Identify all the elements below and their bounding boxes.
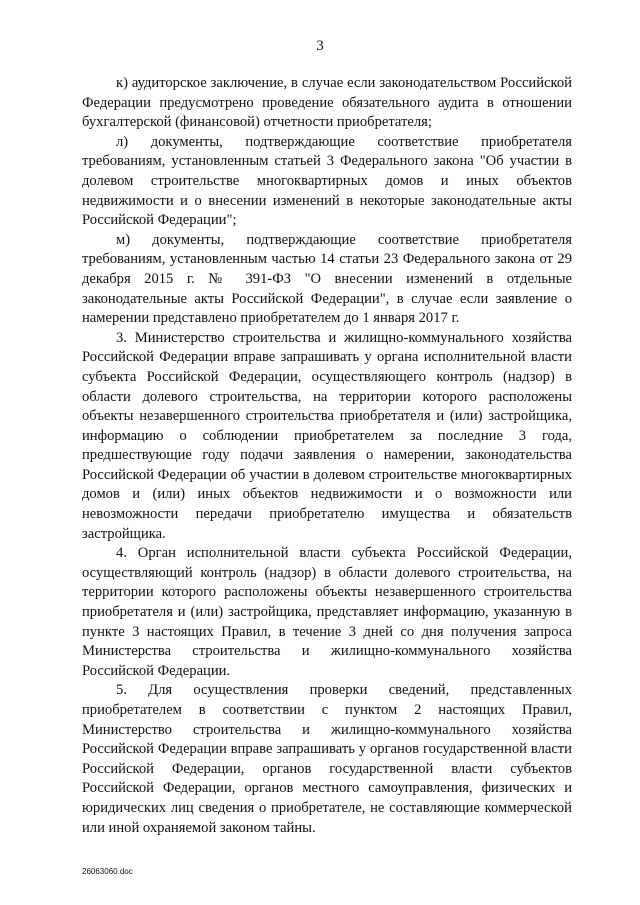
page-number: 3: [316, 38, 324, 54]
document-body: [82, 74, 572, 838]
paragraph-k: к) аудиторское заключение, в случае если законодательством Российской Федерации предусмотрено проведение обязательного аудита в отношении бухгалтерской (финансовой) отчетности приобретателя;: [82, 75, 572, 131]
paragraph-l: л) документы, подтверждающие соответствие приобретателя требованиям, установленным статьей 3 Федерального закона "Об участии в долевом строительстве многоквартирных домов и иных объектов недвижимости и о внесении изменений в некоторые законодательные акты Российской Федерации";: [82, 133, 572, 229]
paragraph-3: 3. Министерство строительства и жилищно-коммунального хозяйства Российской Федерации вправе запрашивать у органа исполнительной власти субъекта Российской Федерации, осуществляющего контроль (надзор) в области долевого строительства, на территории которого расположены объекты незавершенного строительства приобретателя и (или) застройщика, информацию о соблюдении приобретателем за последние 3 года, предшествующие году подачи заявления о намерении, законодательства Российской Федерации об участии в долевом строительстве многоквартирных домов и (или) иных объектов недвижимости и о возможности или невозможности передачи приобретателю имущества и обязательств застройщика.: [82, 329, 572, 542]
paragraph-5: 5. Для осуществления проверки сведений, представленных приобретателем в соответствии с пунктом 2 настоящих Правил, Министерство строительства и жилищно-коммунального хозяйства Российской Федерации вправе запрашивать у органов государственной власти Российской Федерации, органов государственной власти субъектов Российской Федерации, органов местного самоуправления, физических и юридических лиц сведения о приобретателе, не составляющие коммерческой или иной охраняемой законом тайны.: [82, 682, 572, 836]
document-file-code: 26063060.doc: [82, 867, 133, 876]
paragraph-m: м) документы, подтверждающие соответствие приобретателя требованиям, установленным частью 14 статьи 23 Федерального закона от 29 декабря 2015 г. № 391-ФЗ "О внесении изменений в отдельные законодательные акты Российской Федерации", в случае если заявление о намерении представлено приобретателем до 1 января 2017 г.: [82, 231, 572, 327]
paragraph-4: 4. Орган исполнительной власти субъекта Российской Федерации, осуществляющий контроль (надзор) в области долевого строительства, на территории которого расположены объекты незавершенного строительства приобретателя и (или) застройщика, представляет информацию, указанную в пункте 3 настоящих Правил, в течение 3 дней со дня получения запроса Министерства строительства и жилищно-коммунального хозяйства Российской Федерации.: [82, 545, 572, 679]
